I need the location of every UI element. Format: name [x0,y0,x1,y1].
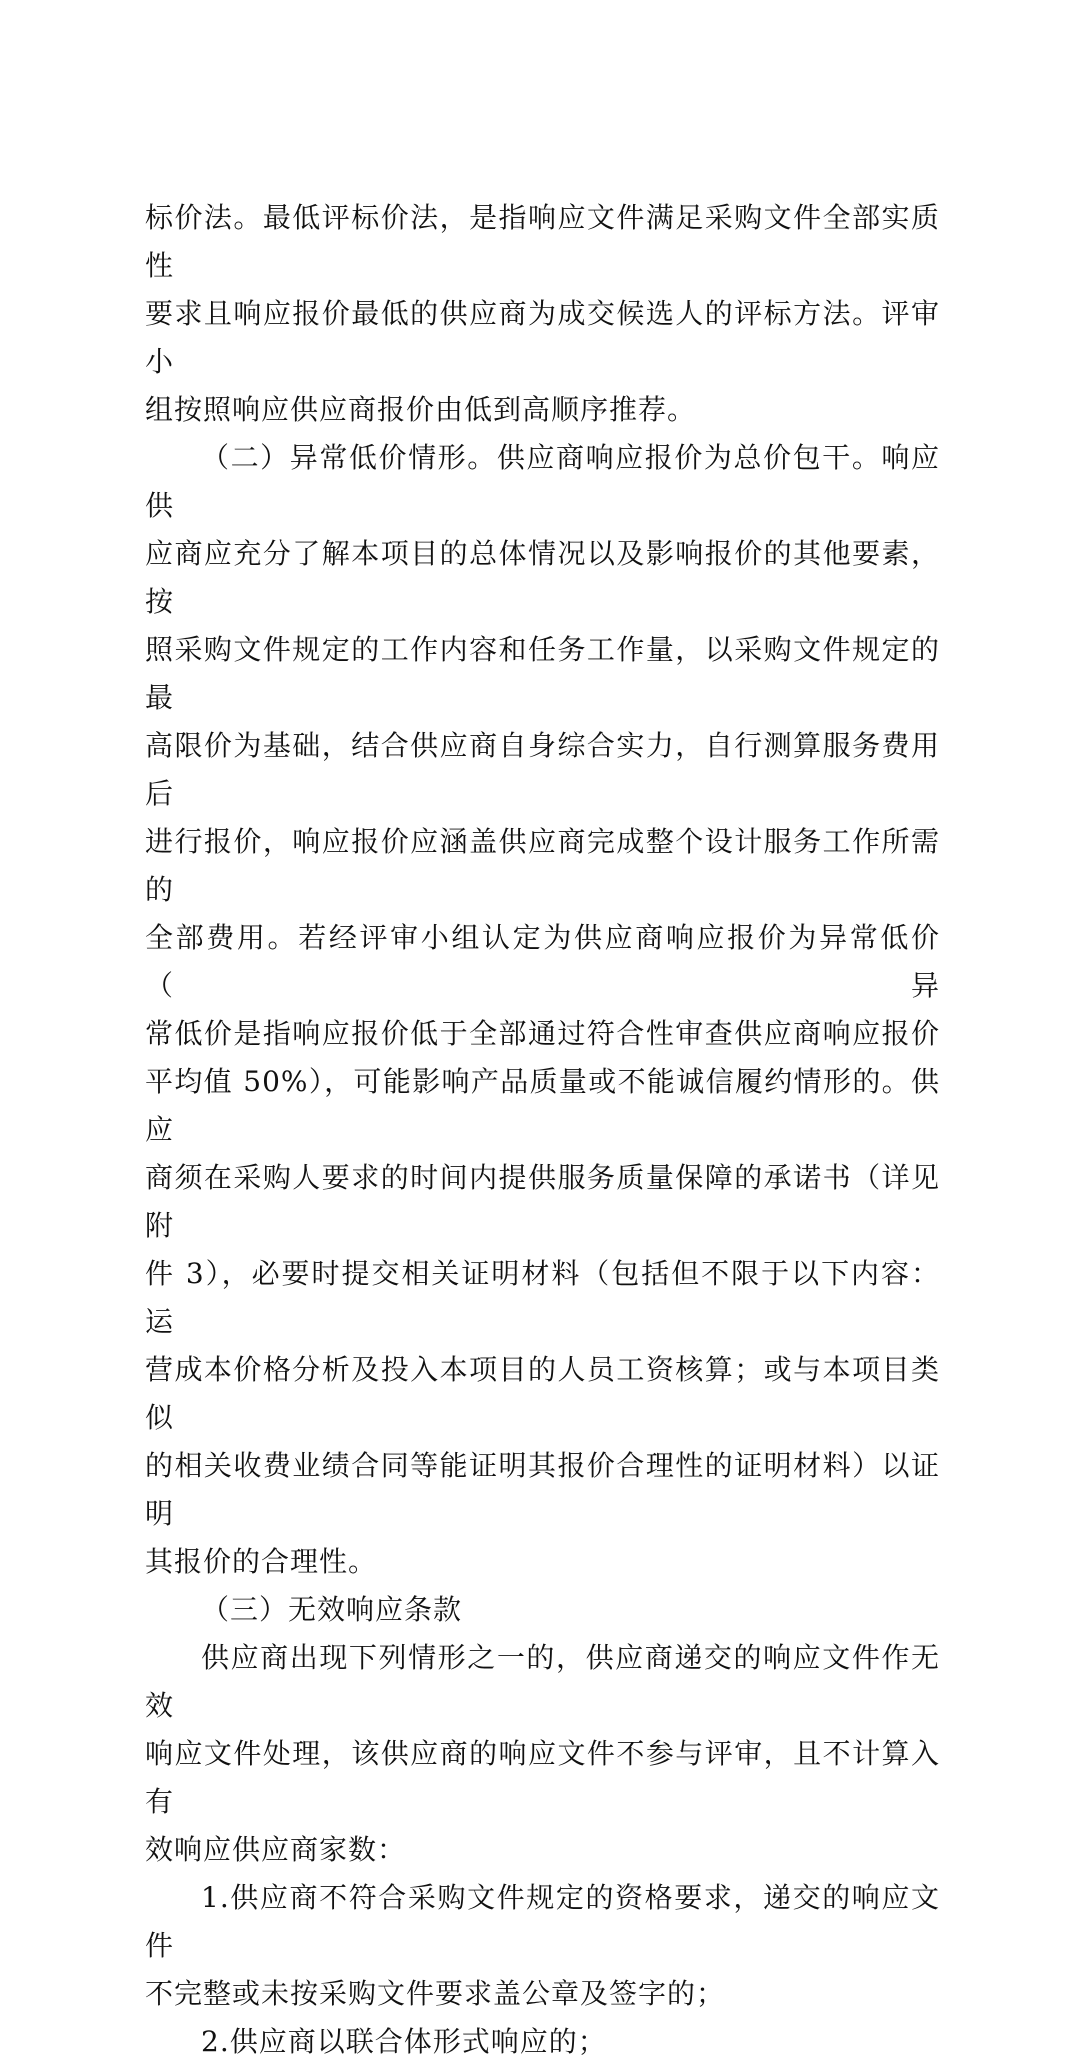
text-line: 供应商出现下列情形之一的，供应商递交的响应文件作无效 [145,1641,940,1722]
paragraph-invalid-response-intro [145,1634,940,1874]
paragraph-abnormal-low-price [145,434,940,1586]
text-line: 照采购文件规定的工作内容和任务工作量，以采购文件规定的最 [145,633,940,714]
text-line: 进行报价，响应报价应涵盖供应商完成整个设计服务工作所需的 [145,825,940,906]
text-line: 全部费用。若经评审小组认定为供应商响应报价为异常低价（异 [145,921,940,1002]
text-line: 效响应供应商家数： [145,1833,407,1866]
text-line: 平均值 50%），可能影响产品质量或不能诚信履约情形的。供应 [145,1065,940,1146]
text-line: 营成本价格分析及投入本项目的人员工资核算；或与本项目类似 [145,1353,940,1434]
text-line: 1.供应商不符合采购文件规定的资格要求，递交的响应文件 [145,1881,940,1962]
text-line: 其报价的合理性。 [145,1545,378,1578]
text-line: 2.供应商以联合体形式响应的； [201,2025,607,2058]
text-line: 商须在采购人要求的时间内提供服务质量保障的承诺书（详见附 [145,1161,940,1242]
text-line: 不完整或未按采购文件要求盖公章及签字的； [145,1977,726,2010]
text-line: 响应文件处理，该供应商的响应文件不参与评审，且不计算入有 [145,1737,940,1818]
text-line: 常低价是指响应报价低于全部通过符合性审查供应商响应报价 [145,1017,940,1050]
text-line: （二）异常低价情形。供应商响应报价为总价包干。响应供 [145,441,940,522]
paragraph-evaluation-method [145,194,940,434]
text-line: 标价法。最低评标价法，是指响应文件满足采购文件全部实质性 [145,201,940,282]
list-item-2 [145,2018,940,2066]
text-line: （三）无效响应条款 [201,1593,463,1626]
text-line: 件 3），必要时提交相关证明材料（包括但不限于以下内容：运 [145,1257,940,1338]
text-line: 要求且响应报价最低的供应商为成交候选人的评标方法。评审小 [145,297,940,378]
section-heading-invalid-response [145,1586,940,1634]
text-line: 高限价为基础，结合供应商自身综合实力，自行测算服务费用后 [145,729,940,810]
list-item-1 [145,1874,940,2018]
text-line: 应商应充分了解本项目的总体情况以及影响报价的其他要素，按 [145,537,940,618]
document-body [145,194,940,2066]
text-line: 的相关收费业绩合同等能证明其报价合理性的证明材料）以证明 [145,1449,940,1530]
text-line: 组按照响应供应商报价由低到高顺序推荐。 [145,393,697,426]
